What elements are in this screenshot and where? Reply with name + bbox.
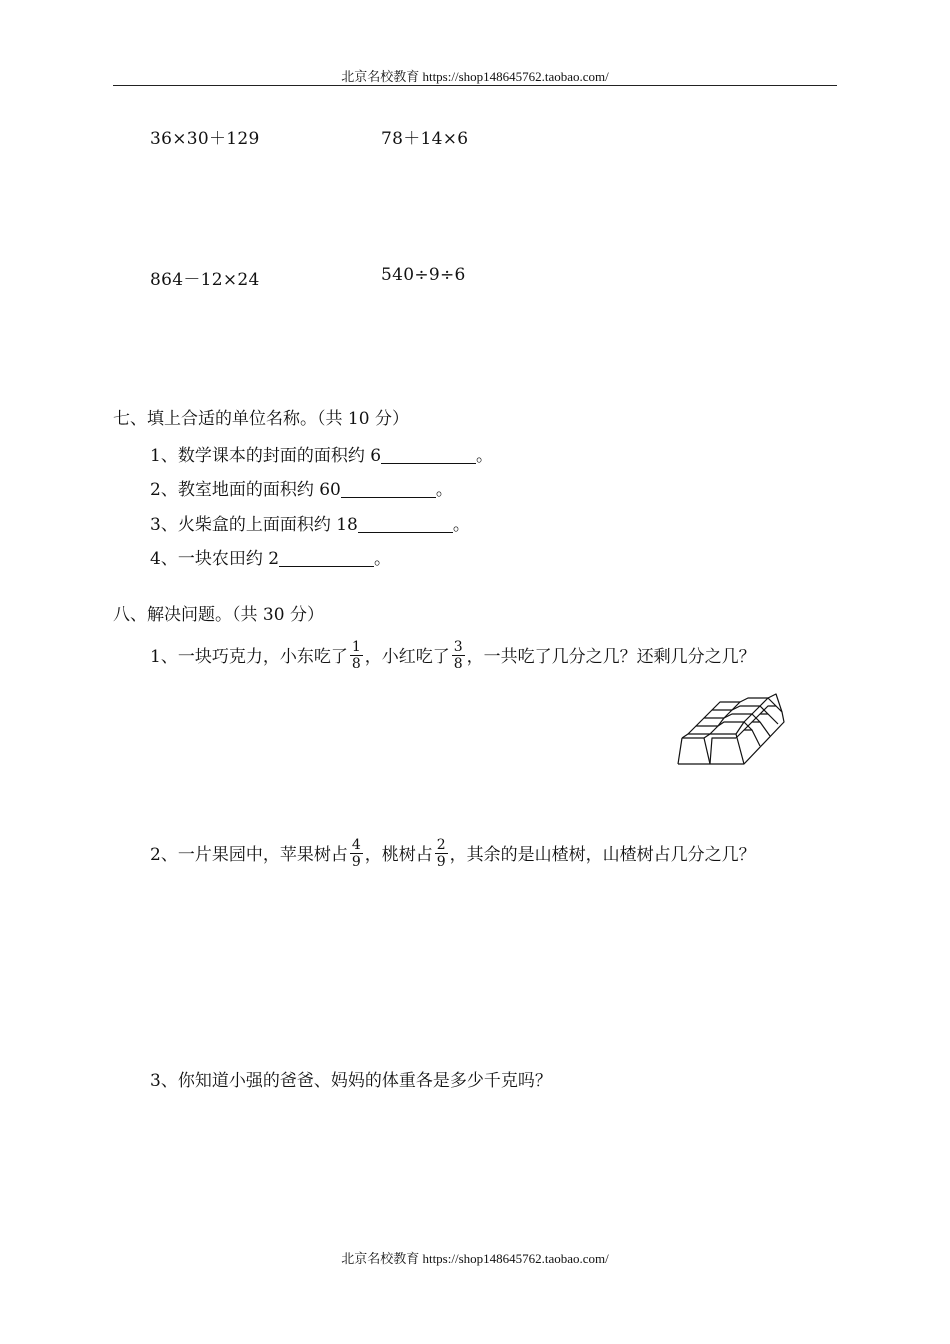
problem-1-text-a: 1、一块巧克力，小东吃了 <box>150 647 348 667</box>
problem-1-text-c: ，一共吃了几分之几？还剩几分之几？ <box>466 647 756 667</box>
item-2-blank[interactable] <box>341 480 436 498</box>
calc-expression-2: 78＋14×6 <box>381 129 469 149</box>
section-8-title: 八、解决问题。（共 30 分） <box>113 605 324 625</box>
problem-1-text-b: ，小红吃了 <box>364 647 450 667</box>
fraction-denominator: 8 <box>351 656 361 672</box>
item-4-end: 。 <box>374 549 392 569</box>
fraction-denominator: 8 <box>453 656 463 672</box>
fraction-numerator: 2 <box>436 837 446 853</box>
calc-expression-3: 864－12×24 <box>150 270 260 290</box>
item-3-text: 3、火柴盒的上面面积约 18 <box>150 515 358 535</box>
problem-2-text-a: 2、一片果园中，苹果树占 <box>150 845 348 865</box>
section-7-item-2 <box>150 475 453 500</box>
item-2-end: 。 <box>435 480 453 500</box>
item-1-text: 1、数学课本的封面的面积约 6 <box>150 446 382 466</box>
fraction-numerator: 3 <box>453 639 463 655</box>
page-header: 北京名校教育 https://shop148645762.taobao.com/ <box>341 69 609 84</box>
item-4-blank[interactable] <box>279 549 374 567</box>
calc-expression-1: 36×30＋129 <box>150 129 260 149</box>
page-footer: 北京名校教育 https://shop148645762.taobao.com/ <box>341 1251 609 1266</box>
item-3-end: 。 <box>452 515 470 535</box>
section-7-title: 七、填上合适的单位名称。（共 10 分） <box>113 409 409 429</box>
fraction-one-eighth <box>350 639 363 672</box>
problem-1 <box>150 640 756 674</box>
fraction-denominator: 9 <box>436 854 446 870</box>
fraction-four-ninths <box>350 837 363 870</box>
problem-2 <box>150 838 756 872</box>
problem-2-text-c: ，其余的是山楂树，山楂树占几分之几？ <box>449 845 756 865</box>
section-7-item-1 <box>150 441 493 466</box>
section-7-item-3 <box>150 510 470 535</box>
item-1-blank[interactable] <box>381 446 476 464</box>
calc-expression-4: 540÷9÷6 <box>381 265 466 285</box>
item-4-text: 4、一块农田约 2 <box>150 549 280 569</box>
section-7-item-4 <box>150 544 391 569</box>
item-2-text: 2、教室地面的面积约 60 <box>150 480 341 500</box>
item-1-end: 。 <box>476 446 494 466</box>
problem-2-text-b: ，桃树占 <box>364 845 433 865</box>
problem-3: 3、你知道小强的爸爸、妈妈的体重各是多少千克吗？ <box>150 1071 552 1091</box>
fraction-numerator: 1 <box>351 639 361 655</box>
chocolate-bar-icon <box>674 690 786 768</box>
fraction-two-ninths <box>435 837 448 870</box>
header-rule <box>113 85 837 86</box>
item-3-blank[interactable] <box>358 515 453 533</box>
fraction-numerator: 4 <box>351 837 361 853</box>
fraction-three-eighths <box>452 639 465 672</box>
fraction-denominator: 9 <box>351 854 361 870</box>
